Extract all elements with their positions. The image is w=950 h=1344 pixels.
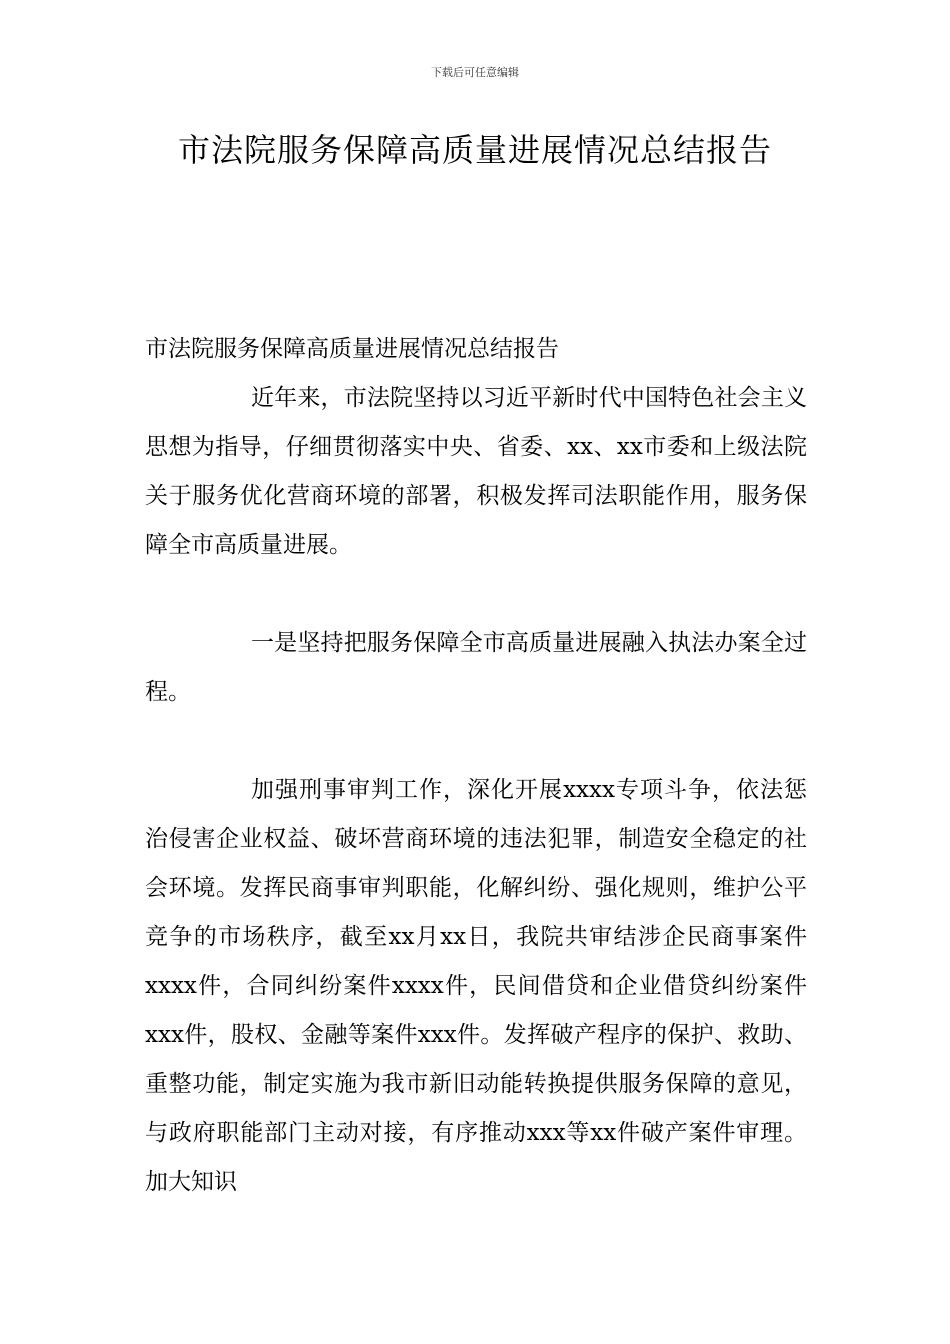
paragraph-criminal-trial: 加强刑事审判工作，深化开展xxxx专项斗争，依法惩治侵害企业权益、破坏营商环境的违法犯罪，制造安全稳定的社会环境。发挥民商事审判职能，化解纠纷、强化规则，维护公平竞争的市场秩序，截至xx月xx日，我院共审结涉企民商事案件xxxx件，合同纠纷案件xxxx件，民间借贷和企业借贷纠纷案件xxx件，股权、金融等案件xxx件。发挥破产程序的保护、救助、重整功能，制定实施为我市新旧动能转换提供服务保障的意见，与政府职能部门主动对接，有序推动xxx等xx件破产案件审理。加大知识 (145, 777, 807, 1195)
document-body (145, 325, 807, 1207)
header-note: 下载后可任意编辑 (431, 66, 519, 79)
document-subtitle: 市法院服务保障高质量进展情况总结报告 (145, 336, 559, 362)
paragraph-intro: 近年来，市法院坚持以习近平新时代中国特色社会主义思想为指导，仔细贯彻落实中央、省委、xx、xx市委和上级法院关于服务优化营商环境的部署，积极发挥司法职能作用，服务保障全市高质量进展。 (145, 385, 807, 558)
document-title: 市法院服务保障高质量进展情况总结报告 (177, 131, 772, 169)
paragraph-point-one: 一是坚持把服务保障全市高质量进展融入执法办案全过程。 (145, 630, 807, 705)
